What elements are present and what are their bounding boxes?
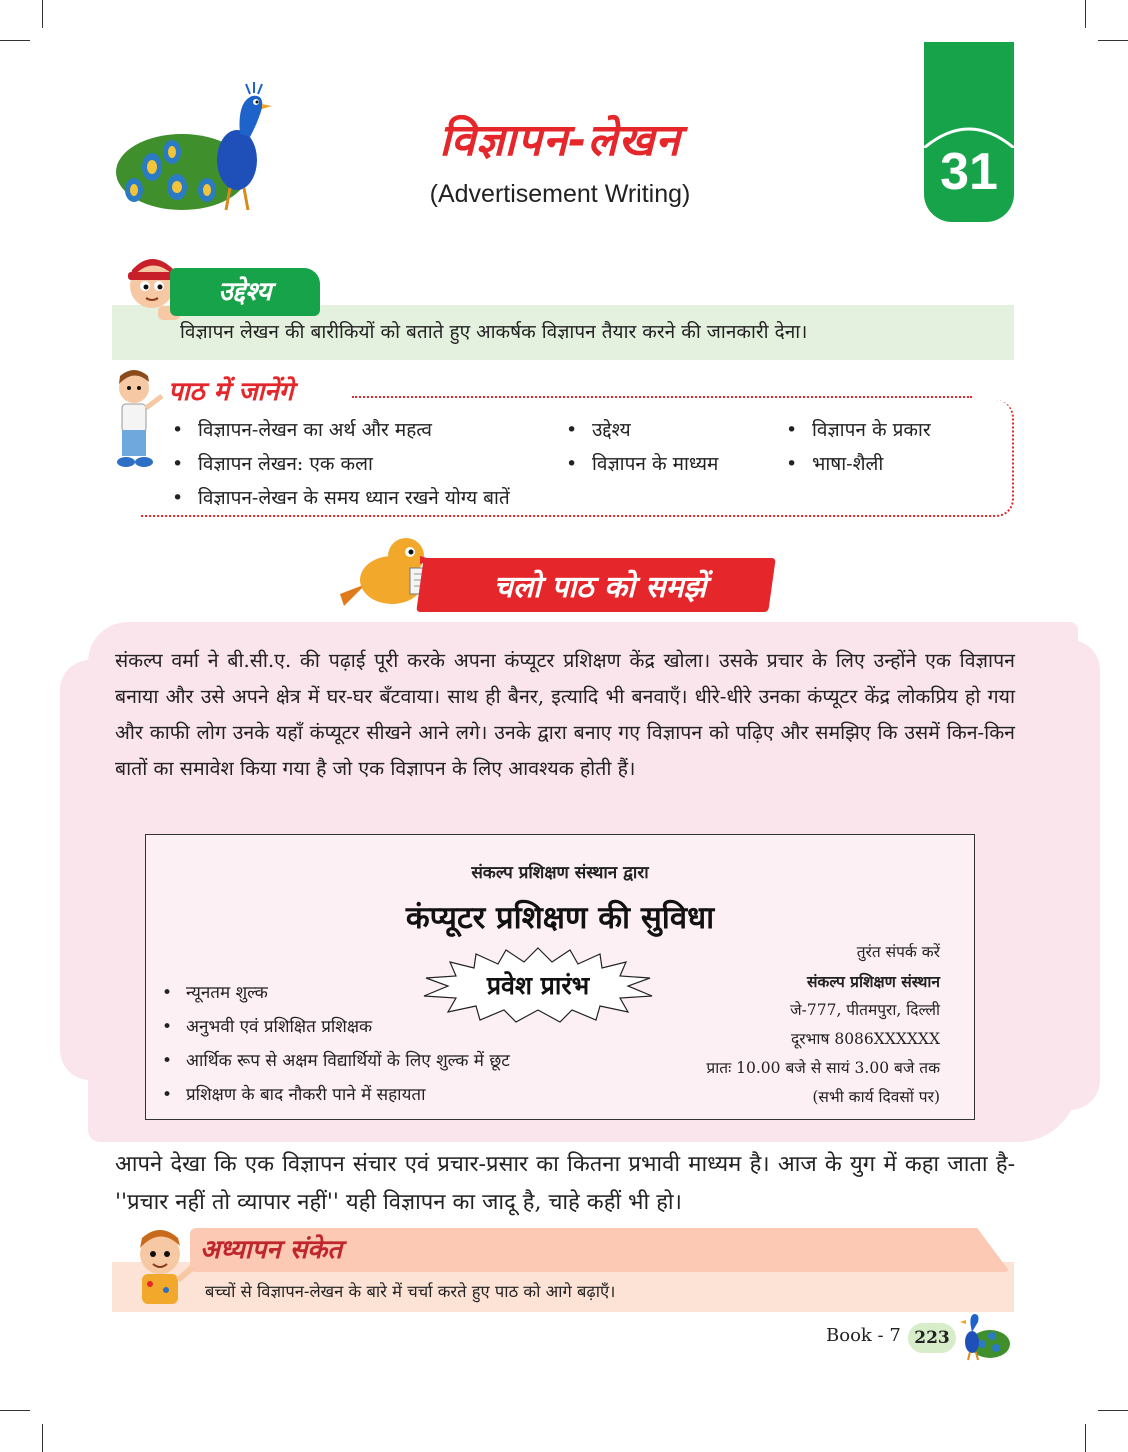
peacock-illustration [112, 82, 292, 217]
contact-institute: संकल्प प्रशिक्षण संस्थान [806, 972, 940, 991]
teaching-tip-label: अध्यापन संकेत [200, 1235, 343, 1265]
bullet-icon: • [786, 419, 798, 441]
objective-text: विज्ञापन लेखन की बारीकियों को बताते हुए आकर्षक विज्ञापन तैयार करने की जानकारी देना। [180, 321, 808, 343]
learn-item: • विज्ञापन-लेखन का अर्थ और महत्व [172, 419, 432, 441]
ad-headline: कंप्यूटर प्रशिक्षण की सुविधा [405, 900, 715, 936]
closing-paragraph: आपने देखा कि एक विज्ञापन संचार एवं प्रचार-प्रसार का कितना प्रभावी माध्यम है। आज के युग में कहा जाता है- ''प्रचार नहीं तो व्यापार नहीं'' यही विज्ञापन का जादू है, चाहे कहीं भी हो। [115, 1152, 1015, 1215]
crop-mark [1098, 1410, 1128, 1411]
bullet-icon: • [566, 453, 578, 475]
lesson-banner-text: चलो पाठ को समझें [493, 570, 707, 605]
bullet-icon: • [566, 419, 578, 441]
contact-days: (सभी कार्य दिवसों पर) [812, 1088, 940, 1106]
chapter-title-hindi: विज्ञापन-लेखन [439, 115, 681, 166]
bullet-icon: • [162, 1017, 173, 1037]
learn-item: • विज्ञापन लेखन: एक कला [172, 453, 373, 475]
teaching-tip-text: बच्चों से विज्ञापन-लेखन के बारे में चर्चा करते हुए पाठ को आगे बढ़ाएँ। [205, 1282, 616, 1301]
bullet-icon: • [162, 983, 173, 1003]
learn-title-dotted-line [352, 396, 972, 398]
ad-feature-item: • प्रशिक्षण के बाद नौकरी पाने में सहायता [162, 1078, 510, 1112]
contact-phone: दूरभाष 8086XXXXXX [790, 1030, 940, 1048]
bullet-icon: • [162, 1051, 173, 1071]
learn-section-title: पाठ में जानेंगे [168, 377, 294, 407]
learn-item: • विज्ञापन-लेखन के समय ध्यान रखने योग्य बातें [172, 487, 510, 509]
learn-item: • उद्देश्य [566, 419, 631, 441]
crop-mark [1085, 1424, 1086, 1452]
bullet-icon: • [786, 453, 798, 475]
admission-open-text: प्रवेश प्रारंभ [486, 971, 590, 1000]
ad-contact-block [640, 938, 940, 1112]
contact-line: तुरंत संपर्क करें [856, 943, 940, 961]
peacock-footer-icon [958, 1310, 1012, 1362]
intro-paragraph: संकल्प वर्मा ने बी.सी.ए. की पढ़ाई पूरी करके अपना कंप्यूटर प्रशिक्षण केंद्र खोला। उसके प्रचार के लिए उन्होंने एक विज्ञापन बनाया और उसे अपने क्षेत्र में घर-घर बँटवाया। साथ ही बैनर, इत्यादि भी बनवाएँ। धीरे-धीरे उनका कंप्यूटर केंद्र लोकप्रिय हो गया और काफी लोग उनके यहाँ कंप्यूटर सीखने आने लगे। उनके द्वारा बनाए गए विज्ञापन को पढ़िए और समझिए कि उसमें किन-किन बातों का समावेश किया गया है जो एक विज्ञापन के लिए आवश्यक होती हैं। [115, 649, 1015, 780]
pink-brush-background [1040, 640, 1100, 1110]
bullet-icon: • [162, 1085, 173, 1105]
bullet-icon: • [172, 419, 184, 441]
bullet-icon: • [172, 487, 184, 509]
ad-feature-item: • अनुभवी एवं प्रशिक्षित प्रशिक्षक [162, 1010, 510, 1044]
contact-hours: प्रातः 10.00 बजे से सायं 3.00 बजे तक [706, 1059, 940, 1077]
crop-mark [1085, 0, 1086, 28]
crop-mark [42, 1424, 43, 1452]
ad-feature-item: • न्यूनतम शुल्क [162, 976, 510, 1010]
bullet-icon: • [172, 453, 184, 475]
boy-waving-illustration [128, 1226, 198, 1306]
learn-item: • भाषा-शैली [786, 453, 884, 475]
objective-label: उद्देश्य [170, 268, 320, 316]
ad-subtitle: संकल्प प्रशिक्षण संस्थान द्वारा [471, 863, 649, 883]
page-number: 223 [908, 1323, 956, 1353]
learn-item: • विज्ञापन के प्रकार [786, 419, 931, 441]
learn-item: • विज्ञापन के माध्यम [566, 453, 719, 475]
crop-mark [42, 0, 43, 28]
footer-book-label: Book - 7 [826, 1325, 901, 1346]
crop-mark [0, 1410, 30, 1411]
crop-mark [0, 40, 30, 41]
crop-mark [1098, 40, 1128, 41]
contact-address: जे-777, पीतमपुरा, दिल्ली [790, 1001, 940, 1019]
chapter-number: 31 [940, 143, 998, 201]
ad-feature-item: • आर्थिक रूप से अक्षम विद्यार्थियों के लिए शुल्क में छूट [162, 1044, 510, 1078]
chapter-title-english: (Advertisement Writing) [429, 180, 691, 208]
